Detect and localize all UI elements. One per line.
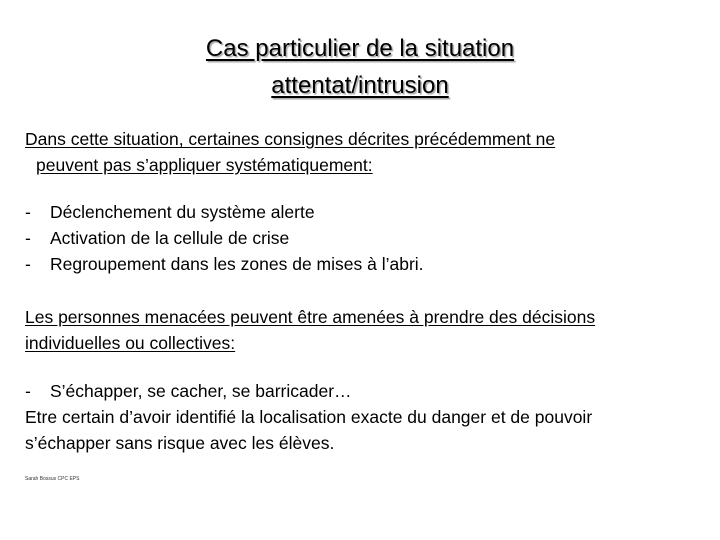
intro-line-1: Dans cette situation, certaines consignes décrites précédemment ne: [25, 129, 556, 149]
escape-line-1: Etre certain d’avoir identifié la localisation exacte du danger et de pouvoir: [25, 407, 593, 427]
list-dash: -: [25, 202, 31, 222]
list-dash: -: [25, 228, 31, 248]
list-item-text: Activation de la cellule de crise: [50, 228, 290, 248]
slide-title: [0, 30, 720, 104]
list-item: [25, 225, 695, 251]
threat-paragraph: [25, 304, 695, 356]
measures-list: [25, 199, 695, 277]
escape-line-2: s’échapper sans risque avec les élèves.: [25, 433, 335, 453]
intro-line-2: peuvent pas s’appliquer systématiquement:: [36, 155, 373, 175]
escape-bullet-text: S’échapper, se cacher, se barricader…: [50, 381, 352, 401]
list-item: [25, 199, 695, 225]
list-item: [25, 251, 695, 277]
escape-bullet-row: [25, 378, 705, 404]
threat-line-1: Les personnes menacées peuvent être amenées à prendre des décisions: [25, 307, 596, 327]
footer-author: Sarah Bossus CPC EPS: [25, 476, 80, 482]
list-dash: -: [25, 254, 31, 274]
list-item-text: Déclenchement du système alerte: [50, 202, 315, 222]
title-line-1: Cas particulier de la situation: [205, 35, 515, 62]
threat-line-2: individuelles ou collectives:: [25, 333, 236, 353]
list-item-text: Regroupement dans les zones de mises à l’abri.: [50, 254, 424, 274]
escape-paragraph: [25, 378, 705, 456]
title-line-2: attentat/intrusion: [271, 72, 449, 99]
intro-paragraph: [25, 126, 695, 178]
list-dash: -: [25, 381, 31, 401]
